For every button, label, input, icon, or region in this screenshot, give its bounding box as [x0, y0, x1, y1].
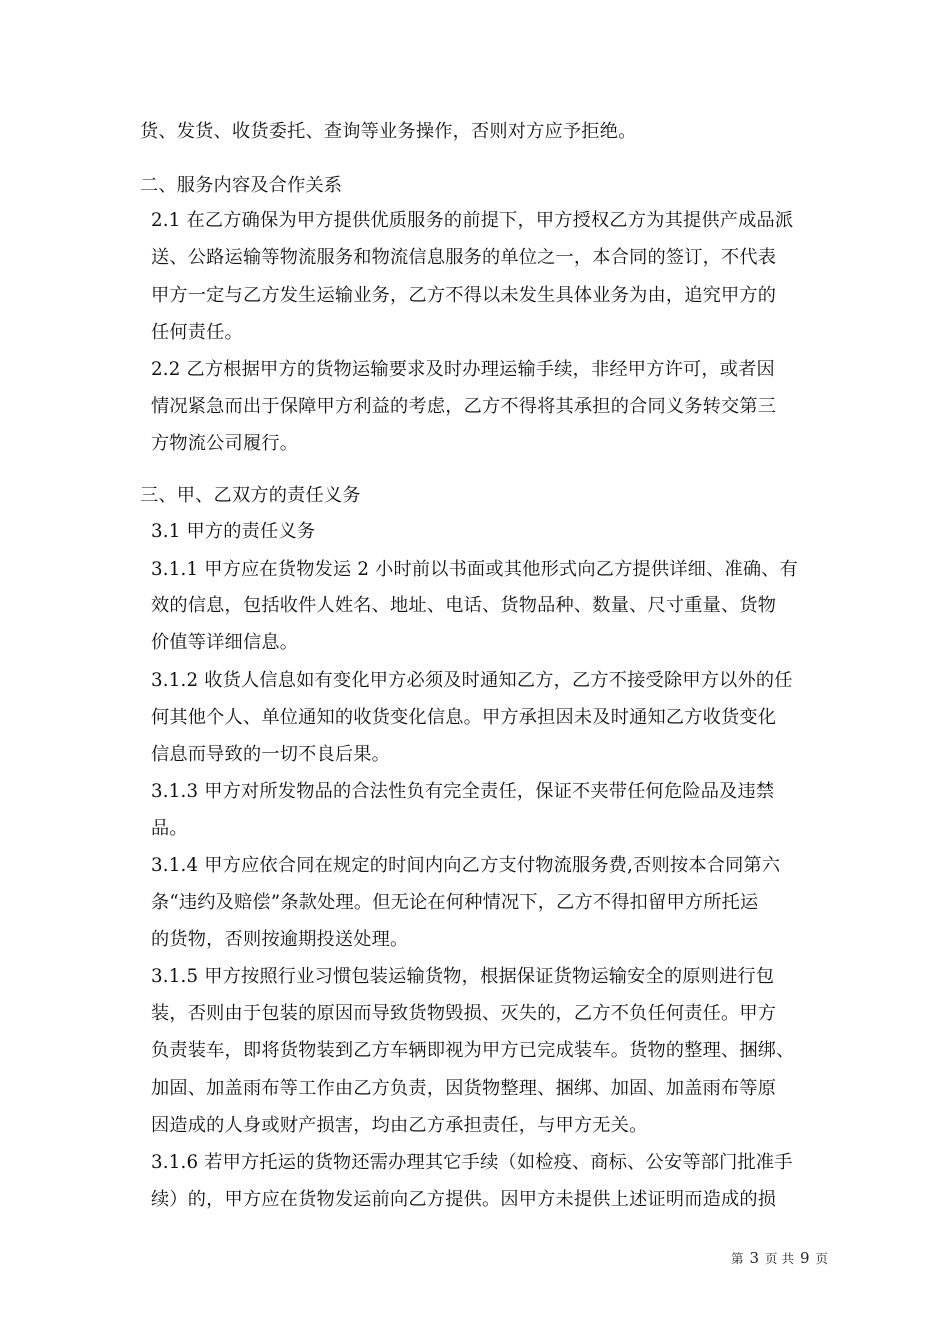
clause-2-2-line: 情况紧急而出于保障甲方利益的考虑，乙方不得将其承担的合同义务转交第三 [151, 396, 777, 417]
clause-3-1-3-line: 3.1.3 甲方对所发物品的合法性负有完全责任，保证不夹带任何危险品及违禁 [151, 781, 775, 802]
clause-3-1-1-line: 3.1.1 甲方应在货物发运 2 小时前以书面或其他形式向乙方提供详细、准确、有 [151, 559, 799, 580]
section-heading-3: 三、甲、乙双方的责任义务 [140, 485, 361, 506]
clause-3-1-1-line: 效的信息，包括收件人姓名、地址、电话、货物品种、数量、尺寸重量、货物 [151, 595, 777, 616]
page-number-footer [731, 1250, 828, 1267]
page-mid-text: 页 共 [765, 1251, 795, 1266]
clause-3-1-2-line: 信息而导致的一切不良后果。 [151, 744, 391, 765]
clause-2-1-line: 甲方一定与乙方发生运输业务，乙方不得以未发生具体业务为由，追究甲方的 [151, 285, 777, 306]
clause-2-1-line: 送、公路运输等物流服务和物流信息服务的单位之一，本合同的签订，不代表 [151, 247, 777, 268]
clause-3-1-6-line: 续）的，甲方应在货物发运前向乙方提供。因甲方未提供上述证明而造成的损 [151, 1189, 777, 1210]
clause-2-2-line: 2.2 乙方根据甲方的货物运输要求及时办理运输手续，非经甲方许可，或者因 [151, 359, 775, 380]
clause-3-1-3-line: 品。 [151, 818, 188, 839]
clause-3-1-2-line: 何其他个人、单位通知的收货变化信息。甲方承担因未及时通知乙方收货变化 [151, 707, 777, 728]
clause-2-1-line: 任何责任。 [151, 322, 243, 343]
clause-3-1-5-line: 加固、加盖雨布等工作由乙方负责，因货物整理、捆绑、加固、加盖雨布等原 [151, 1078, 777, 1099]
section-heading-2: 二、服务内容及合作关系 [140, 175, 343, 196]
current-page-number: 3 [749, 1249, 760, 1267]
page-suffix: 页 [815, 1251, 829, 1266]
clause-3-1-5-line: 装，否则由于包装的原因而导致货物毁损、灭失的，乙方不负任何责任。甲方 [151, 1003, 777, 1024]
clause-3-1-4-line: 3.1.4 甲方应依合同在规定的时间内向乙方支付物流服务费,否则按本合同第六 [151, 855, 781, 876]
clause-2-2-line: 方物流公司履行。 [151, 433, 299, 454]
clause-3-1-4-line: 的货物，否则按逾期投送处理。 [151, 929, 409, 950]
clause-2-1-line: 2.1 在乙方确保为甲方提供优质服务的前提下，甲方授权乙方为其提供产成品派 [151, 210, 794, 231]
clause-3-1-5-line: 因造成的人身或财产损害，均由乙方承担责任，与甲方无关。 [151, 1115, 648, 1136]
clause-3-1-4-line: 条“违约及赔偿”条款处理。但无论在何种情况下，乙方不得扣留甲方所托运 [151, 892, 759, 913]
total-page-number: 9 [800, 1249, 810, 1267]
clause-3-1-6-line: 3.1.6 若甲方托运的货物还需办理其它手续（如检疫、商标、公安等部门批准手 [151, 1152, 793, 1173]
clause-3-1-heading: 3.1 甲方的责任义务 [151, 521, 316, 542]
page-prefix: 第 [731, 1251, 744, 1266]
clause-3-1-5-line: 负责装车，即将货物装到乙方车辆即视为甲方已完成装车。货物的整理、捆绑、 [151, 1040, 795, 1061]
clause-3-1-2-line: 3.1.2 收货人信息如有变化甲方必须及时通知乙方，乙方不接受除甲方以外的任 [151, 670, 793, 691]
paragraph-line: 货、发货、收货委托、查询等业务操作，否则对方应予拒绝。 [140, 121, 637, 142]
clause-3-1-1-line: 价值等详细信息。 [151, 632, 299, 653]
clause-3-1-5-line: 3.1.5 甲方按照行业习惯包装运输货物，根据保证货物运输安全的原则进行包 [151, 966, 775, 987]
